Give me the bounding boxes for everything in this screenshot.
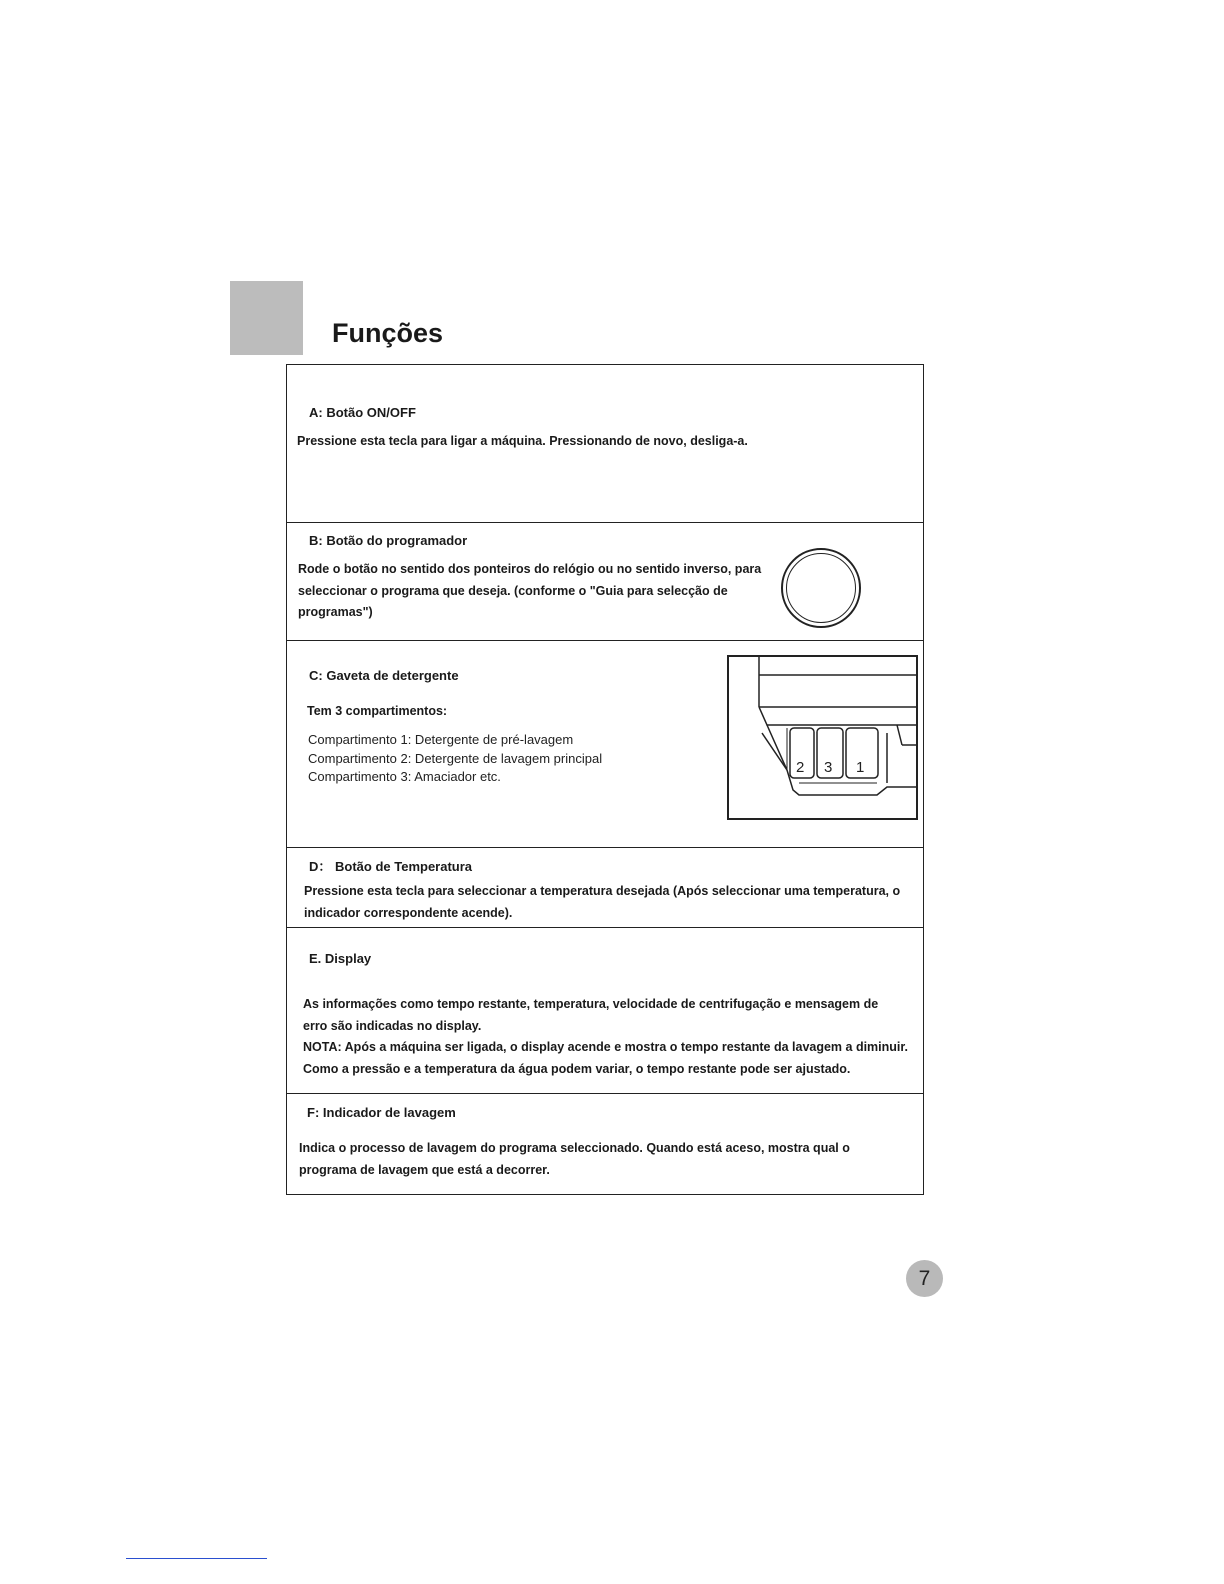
section-d-title: Botão de Temperatura	[335, 859, 473, 874]
section-e-heading	[309, 951, 371, 966]
section-f-body: Indica o processo de lavagem do programa seleccionado. Quando está aceso, mostra qual o programa de lavagem que está a decorrer.	[299, 1141, 850, 1177]
list-item: Compartimento 2: Detergente de lavagem principal	[308, 750, 603, 766]
footer-rule	[126, 1558, 267, 1559]
section-a-body: Pressione esta tecla para ligar a máquina. Pressionando de novo, desliga-a.	[297, 434, 748, 448]
functions-table	[286, 364, 924, 1195]
section-a-heading	[309, 405, 416, 420]
section-a-label: A:	[309, 405, 323, 420]
drawer-compartment-label: 1	[856, 759, 865, 776]
section-f-heading	[307, 1105, 456, 1120]
section-d	[287, 848, 923, 928]
section-marker-block	[230, 281, 303, 355]
section-c-subtitle: Tem 3 compartimentos:	[307, 704, 448, 718]
drawer-compartment-label: 3	[824, 759, 833, 776]
section-a-title: Botão ON/OFF	[326, 405, 416, 420]
page-title: Funções	[332, 318, 444, 348]
section-b-title: Botão do programador	[326, 533, 468, 548]
page-number-badge: 7	[906, 1260, 943, 1297]
section-a	[287, 365, 923, 523]
detergent-drawer-illustration	[727, 655, 918, 820]
section-e-body: As informações como tempo restante, temperatura, velocidade de centrifugação e mensagem de erro são indicadas no display.	[303, 997, 879, 1033]
section-e	[287, 928, 923, 1094]
list-item: Compartimento 3: Amaciador etc.	[308, 769, 501, 784]
section-b-heading	[309, 533, 467, 548]
section-e-label: E.	[309, 951, 322, 966]
section-e-title: Display	[324, 951, 372, 966]
program-knob-illustration	[781, 548, 861, 628]
list-item: Compartimento 1: Detergente de pré-lavagem	[308, 732, 574, 747]
section-f-title: Indicador de lavagem	[322, 1105, 456, 1120]
section-c-heading	[309, 668, 459, 683]
section-b-label: B:	[309, 533, 323, 548]
section-f-label: F:	[307, 1105, 320, 1120]
section-c-title: Gaveta de detergente	[326, 668, 459, 683]
section-e-note: NOTA: Após a máquina ser ligada, o display acende e mostra o tempo restante da lavagem a diminuir. Como a pressão e a temperatura da água podem variar, o tempo restante pode ser ajustado.	[303, 1040, 909, 1076]
section-c-label: C:	[309, 668, 323, 683]
section-b-body: Rode o botão no sentido dos ponteiros do relógio ou no sentido inverso, para seleccionar o programa que deseja. (conforme o "Guia para selecção de programas")	[298, 562, 762, 619]
section-d-heading	[309, 856, 472, 875]
section-f	[287, 1094, 923, 1194]
section-c-list	[308, 731, 688, 787]
section-d-label: D：	[309, 859, 332, 874]
section-d-body: Pressione esta tecla para seleccionar a temperatura desejada (Após seleccionar uma temperatura, o indicador correspondente acende).	[304, 884, 901, 920]
drawer-compartment-label: 2	[796, 759, 805, 776]
